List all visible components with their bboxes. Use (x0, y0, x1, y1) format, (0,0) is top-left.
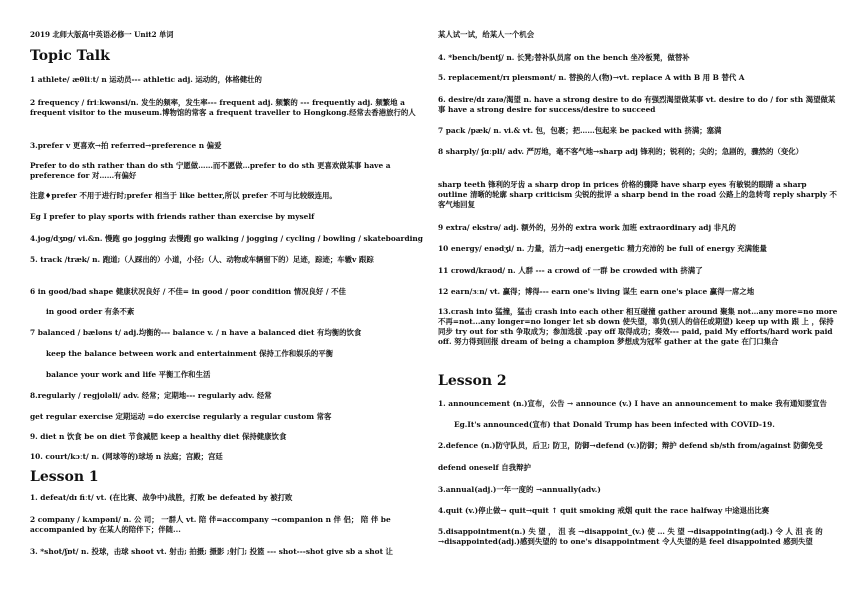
entry-athlete: 1 athlete/ æθliːt/ n 运动员--- athletic adj. 运动的，体格健壮的 (30, 75, 262, 84)
entry-balance-life: balance your work and life 平衡工作和生活 (46, 370, 211, 379)
entry-annual: 3.annual(adj.)一年一度的 →annually(adv.) (438, 485, 601, 494)
document-header: 2019 北师大版高中英语必修一 Unit2 单词 (30, 30, 174, 39)
entry-good-order: in good order 有条不紊 (46, 307, 135, 316)
entry-shot-cont: 某人试一试，给某人一个机会 (438, 30, 535, 39)
entry-prefer-usage: Prefer to do sth rather than do sth 宁愿做……而不愿做…prefer to do sth 更喜欢做某事 have a preference for 对……有偏好 (30, 161, 391, 180)
entry-phrases: 13.crash into 猛撞，猛击 crash into each other 相互碰撞 gather around 聚集 not…any more=no more 不再=not...any longer=no longer let sb down 使失望，辜负(别人的信任或期望) keep up with 跟 上 ，保持同步 try out for sth 争取成为；参加选拔 .pay off 取得成功；奏效--- paid, paid My efforts/hard work paid off. 努力得到回报 dream of being a champion 梦想成为冠军 gather at the gate 在门口集合 (438, 307, 838, 346)
lesson1-heading: Lesson 1 (30, 469, 99, 485)
entry-prefer-example: Eg I prefer to play sports with friends rather than exercise by myself (30, 212, 315, 221)
entry-defence: 2.defence (n.)防守队员，后卫; 防卫，防御→defend (v.)防御；辩护 defend sb/sth from/against 防御免受 (438, 441, 823, 450)
entry-bench: 4. *bench/bentʃ/ n. 长凳;替补队员席 on the bench 坐冷板凳，做替补 (438, 53, 690, 62)
entry-prefer: 3.prefer v 更喜欢→拍 referred→preference n 偏爱 (30, 141, 222, 150)
entry-jog: 4.jog/dʒɒg/ vi.&n. 慢跑 go jogging 去慢跑 go walking / jogging / cycling / bowling / skateboarding (30, 234, 423, 243)
entry-sharp-examples: sharp teeth 锋利的牙齿 a sharp drop in prices 价格的骤降 have sharp eyes 有敏锐的眼睛 a sharp outline 清晰的轮廓 sharp criticism 尖锐的批评 a sharp bend in the road 公路上的急转弯 reply sharply 不客气地回复 (438, 180, 837, 209)
entry-quit: 4.quit (v.)停止做→ quit→quit ↑ quit smoking 戒烟 quit the race halfway 中途退出比赛 (438, 506, 770, 515)
entry-prefer-note: 注意♦prefer 不用于进行时;prefer 相当于 like better,所以 prefer 不可与比较级连用。 (30, 191, 337, 200)
entry-regular-exercise: get regular exercise 定期运动 =do exercise regularly a regular custom 常客 (30, 412, 332, 421)
topic-talk-heading: Topic Talk (30, 48, 110, 64)
entry-company: 2 company / kʌmpəni/ n. 公 司； 一群人 vt. 陪 伴=accompany →companion n 伴 侣； 陪 伴 be accompanied by 在某人的陪伴下；伴随... (30, 515, 391, 534)
entry-shot: 3. *shot/ʃɒt/ n. 投球，击球 shoot vt. 射击; 拍摄; 摄影 ;射门; 投篮 --- shot---shot give sb a shot 让 (30, 547, 393, 556)
entry-announcement-example: Eg.It's announced(宣布) that Donald Trump has been infected with COVID-19. (454, 420, 775, 429)
entry-crowd: 11 crowd/kraʊd/ n. 人群 --- a crowd of 一群 be crowded with 挤满了 (438, 266, 703, 275)
entry-track: 5. track /træk/ n. 跑道;（人踩出的）小道，小径;（人、动物或车辆留下的）足迹，踪迹；车辙v 跟踪 (30, 255, 374, 264)
entry-announcement: 1. announcement (n.)宣布，公告 → announce (v.) I have an announcement to make 我有通知要宣告 (438, 399, 827, 408)
entry-energy: 10 energy/ enədʒi/ n. 力量，活力→adj energetic 精力充沛的 be full of energy 充满能量 (438, 244, 767, 253)
entry-earn: 12 earn/ɜːn/ vt. 赢得；博得--- earn one's living 谋生 earn one's place 赢得一席之地 (438, 287, 755, 296)
entry-extra: 9 extra/ ekstrə/ adj. 额外的，另外的 extra work 加班 extraordinary adj 非凡的 (438, 223, 736, 232)
entry-diet: 9. diet n 饮食 be on diet 节食减肥 keep a healthy diet 保持健康饮食 (30, 432, 287, 441)
entry-sharply: 8 sharply/ ʃɑːpli/ adv. 严厉地，毫不客气地→sharp adj 锋利的；锐利的；尖的；急剧的，骤然的（变化） (438, 147, 803, 156)
entry-replacement: 5. replacement/rɪ pleɪsmənt/ n. 替换的人(物)→vt. replace A with B 用 B 替代 A (438, 73, 745, 82)
lesson2-heading: Lesson 2 (438, 373, 507, 389)
entry-balance-work: keep the balance between work and entertainment 保持工作和娱乐的平衡 (46, 349, 334, 358)
entry-disappointment: 5.disappointment(n.) 失 望 ， 沮 丧 →disappoint_(v.) 使 … 失 望 →disappointing(adj.) 令 人 沮 丧 的 →disappointed(adj.)感到失望的 to one's disappointment 令人失望的是 feel disappointed 感到失望 (438, 527, 823, 546)
entry-balanced: 7 balanced / bæləns t/ adj.均衡的--- balance v. / n have a balanced diet 有均衡的饮食 (30, 328, 362, 337)
entry-pack: 7 pack /pæk/ n. vi.& vt. 包，包裹；把……包起来 be packed with 挤满；塞满 (438, 126, 722, 135)
entry-desire: 6. desire/dɪ zaɪə/渴望 n. have a strong desire to do 有强烈渴望做某事 vt. desire to do / for sth 渴望做某事 have a strong desire for success/desire to succeed (438, 95, 836, 114)
entry-frequency: 2 frequency / friːkwənsi/n. 发生的频率，发生率--- frequent adj. 频繁的 --- frequently adj. 频繁地 a frequent visitor to the museum.博物馆的常客 a frequent traveller to Hongkong.经常去香港旅行的人 (30, 98, 416, 117)
entry-regularly: 8.regularly / regjʊləli/ adv. 经常；定期地--- regularly adv. 经常 (30, 391, 272, 400)
entry-defeat: 1. defeat/dɪ fiːt/ vt. (在比赛、战争中)战胜，打败 be defeated by 被打败 (30, 493, 293, 502)
entry-court: 10. court/kɔːt/ n. (网球等的)球场 n 法庭；宫殿；宫廷 (30, 452, 223, 461)
entry-shape: 6 in good/bad shape 健康状况良好 / 不佳= in good / poor condition 情况良好 / 不佳 (30, 287, 346, 296)
entry-defend-oneself: defend oneself 自我辩护 (438, 463, 531, 472)
